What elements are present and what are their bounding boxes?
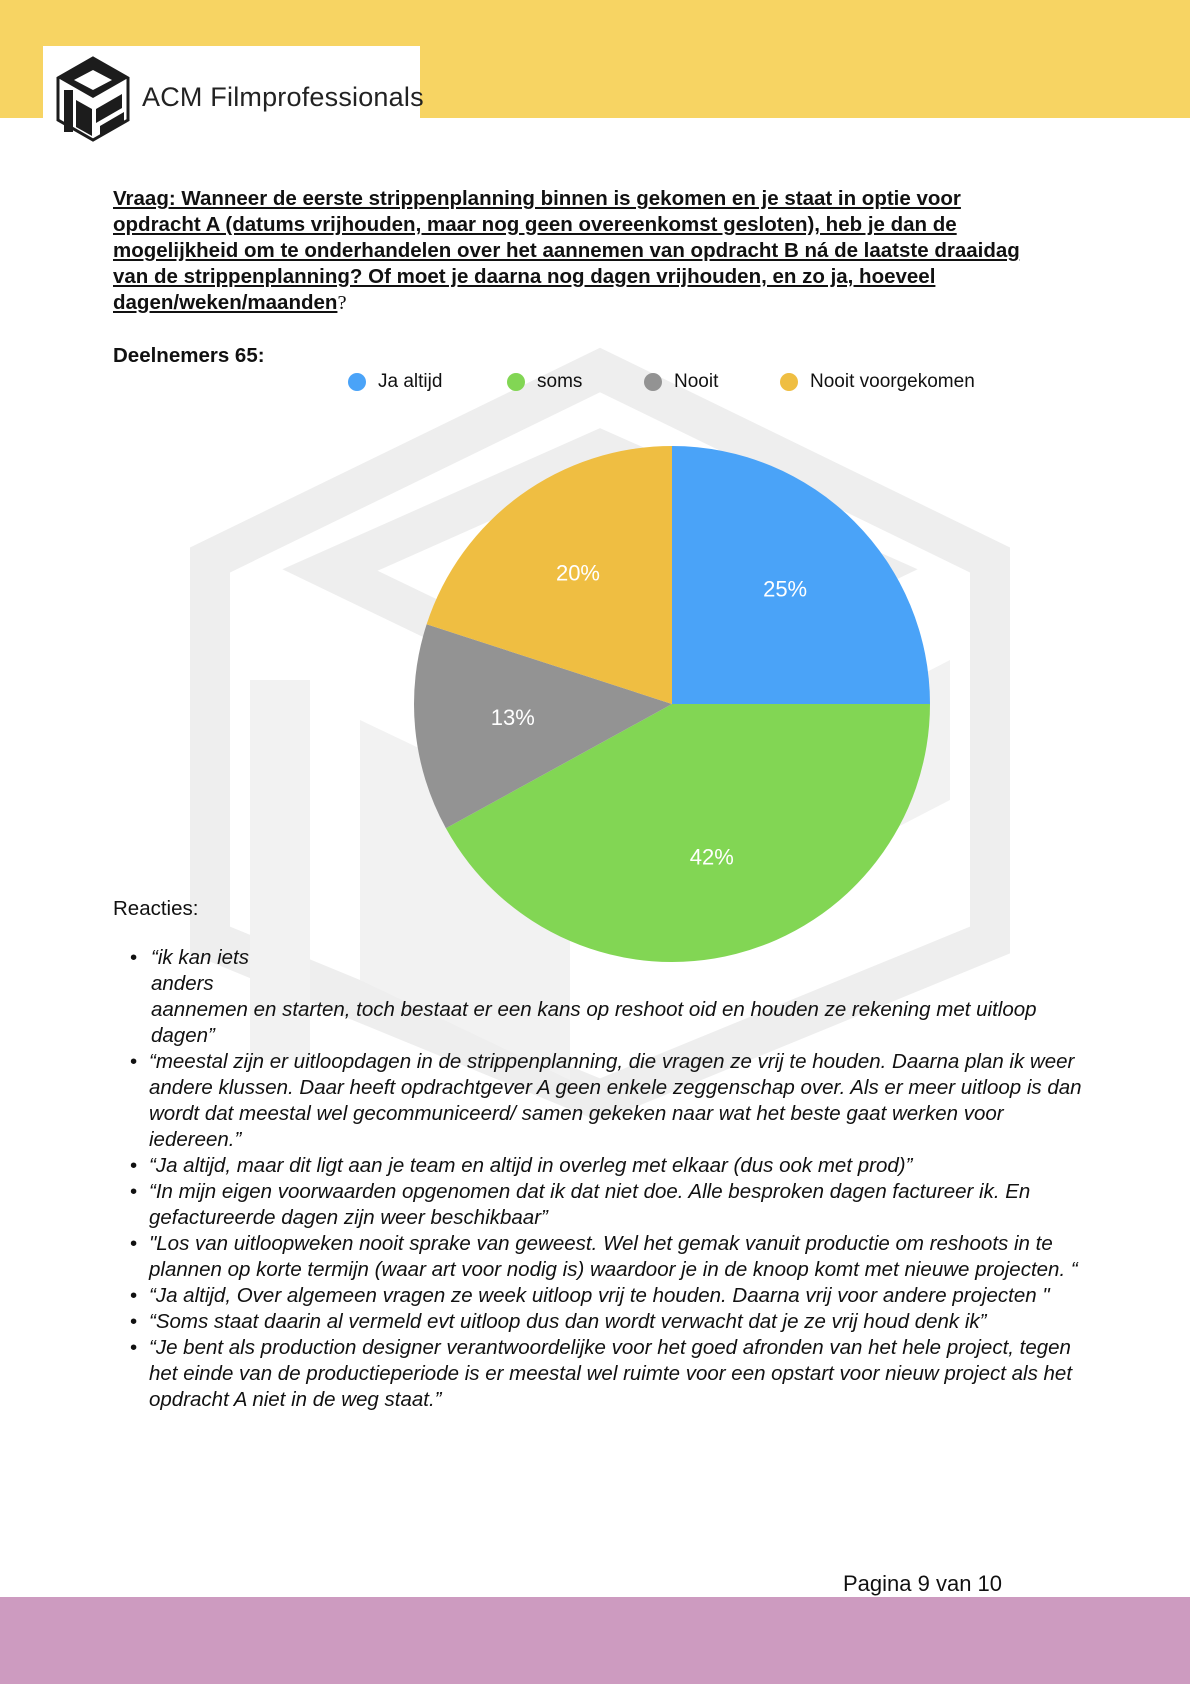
question-mark: ? — [337, 292, 347, 314]
pie-label-ja-altijd: 25% — [763, 576, 808, 602]
legend-dot-icon — [348, 373, 366, 391]
reactions-title: Reacties: — [113, 897, 199, 920]
legend-dot-icon — [644, 373, 662, 391]
legend-item-soms — [507, 371, 582, 393]
pie-label-soms: 42% — [689, 844, 734, 870]
question-text: Vraag: Wanneer de eerste strippenplanning binnen is gekomen en je staat in optie voor opdracht A (datums vrijhouden, maar nog geen overeenkomst gesloten), heb je dan de mogelijkheid om te onderhandelen over het aannemen van opdracht B ná de laatste draaidag van de strippenplanning? Of moet je daarna nog dagen vrijhouden, en zo ja, hoeveel dagen/weken/maanden — [113, 187, 1020, 314]
reaction-text: “Ja altijd, maar dit ligt aan je team en altijd in overleg met elkaar (dus ook met prod)” — [149, 1154, 913, 1177]
bullet-icon: • — [130, 946, 138, 969]
bullet-icon: • — [130, 1232, 138, 1255]
reaction-lead: “ik kan iets anders — [151, 946, 249, 995]
pie-label-nooit-voorgekomen: 20% — [555, 560, 601, 586]
bullet-icon: • — [130, 1154, 138, 1177]
reaction-text: “In mijn eigen voorwaarden opgenomen dat ik dat niet doe. Alle besproken dagen factureer ik. En gefactureerde dagen zijn weer beschikbaar” — [149, 1180, 1031, 1229]
brand-name: ACM Filmprofessionals — [142, 82, 424, 112]
bullet-icon: • — [130, 1336, 138, 1359]
reaction-text: “meestal zijn er uitloopdagen in de strippenplanning, die vragen ze vrij te houden. Daarna plan ik weer andere klussen. Daar heeft opdrachtgever A geen enkele zeggenschap over. Als er meer uitloop is dan wordt dat meestal wel gecommuniceerd/ samen gekeken naar wat het beste gaat werken voor iedereen.” — [149, 1050, 1082, 1151]
reaction-item — [130, 1231, 1090, 1283]
bullet-icon: • — [130, 1050, 138, 1073]
reaction-text: “Je bent als production designer verantwoordelijke voor het goed afronden van het hele project, tegen het einde van de productieperiode is er meestal wel ruimte voor een opstart voor nieuw project als het opdracht A niet in de weg staat.” — [149, 1336, 1073, 1411]
legend-label: soms — [537, 371, 583, 392]
page-number: Pagina 9 van 10 — [843, 1571, 1003, 1596]
pie-label-nooit: 13% — [490, 704, 535, 730]
reaction-item — [130, 1335, 1090, 1413]
reaction-item — [130, 1283, 1090, 1309]
footer-band — [0, 1597, 1190, 1684]
reaction-text: “Soms staat daarin al vermeld evt uitloop dus dan wordt verwacht dat je ze vrij houd denk ik” — [149, 1310, 987, 1333]
legend-label: Nooit voorgekomen — [810, 371, 975, 392]
legend-dot-icon — [780, 373, 798, 391]
participants-count: Deelnemers 65: — [113, 344, 265, 367]
bullet-icon: • — [130, 1310, 138, 1333]
reaction-text: “Ja altijd, Over algemeen vragen ze week uitloop vrij te houden. Daarna vrij voor andere projecten " — [149, 1284, 1050, 1307]
bullet-icon: • — [130, 1284, 138, 1307]
bullet-icon: • — [130, 1180, 138, 1203]
chart-legend — [348, 371, 1048, 397]
legend-item-nooit-voorgekomen — [780, 371, 975, 393]
reaction-text: "Los van uitloopweken nooit sprake van geweest. Wel het gemak vanuit productie om reshoots in te plannen op korte termijn (waar art voor nodig is) waardoor je in de knoop komt met nieuwe projecten. “ — [149, 1232, 1078, 1281]
legend-item-nooit — [644, 371, 718, 393]
reaction-item — [130, 945, 1090, 1049]
reactions-list — [130, 945, 1090, 1413]
legend-label: Ja altijd — [378, 371, 443, 392]
acm-cube-logo-icon — [56, 56, 130, 142]
survey-question — [113, 186, 1043, 316]
reaction-item — [130, 1049, 1090, 1153]
legend-label: Nooit — [674, 371, 719, 392]
reaction-item — [130, 1309, 1090, 1335]
legend-dot-icon — [507, 373, 525, 391]
legend-item-ja-altijd — [348, 371, 442, 393]
reaction-item — [130, 1179, 1090, 1231]
reaction-item — [130, 1153, 1090, 1179]
pie-chart — [380, 420, 960, 980]
pie-slice-ja-altijd — [672, 446, 930, 704]
reaction-text: aannemen en starten, toch bestaat er een kans op reshoot oid en houden ze rekening met uitloop dagen” — [151, 998, 1037, 1047]
